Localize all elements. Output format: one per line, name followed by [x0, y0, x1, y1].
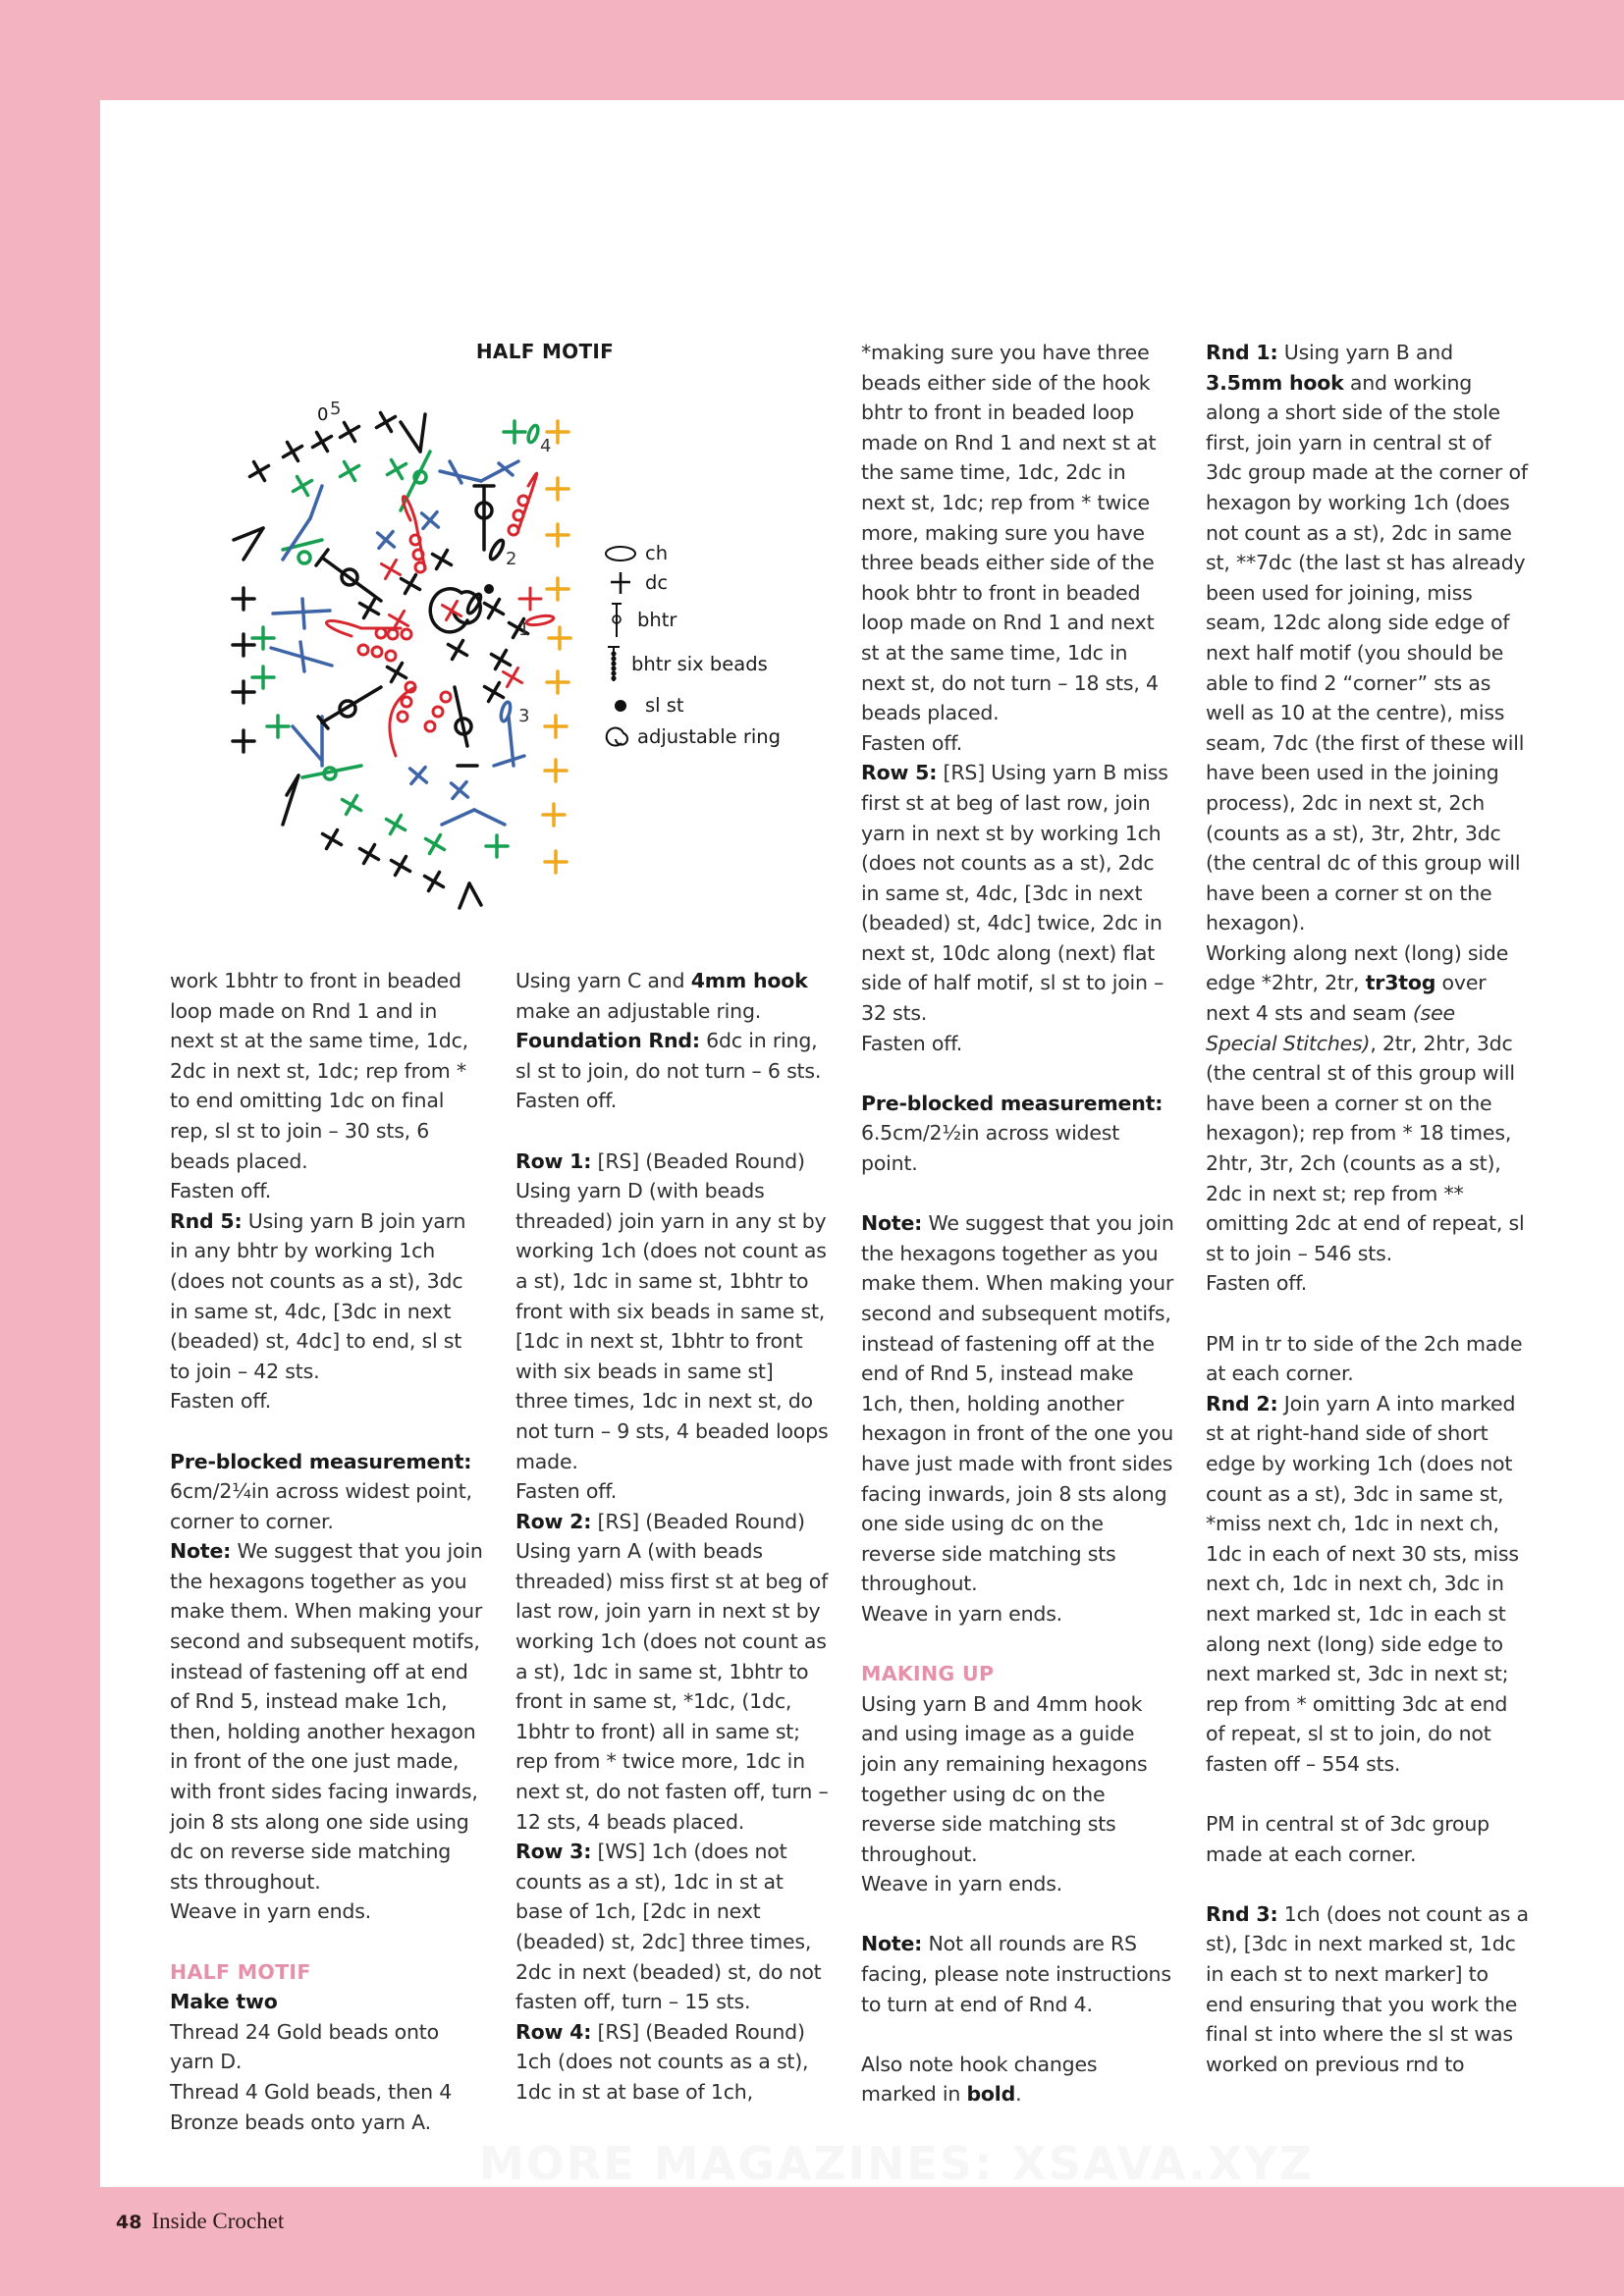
legend-label: bhtr six beads — [631, 652, 768, 675]
measurement-label: Pre-blocked measurement: — [170, 1449, 472, 1473]
cross-icon — [604, 569, 637, 595]
round-marker-4: 4 — [540, 436, 552, 456]
page-number: 48 — [116, 2212, 142, 2233]
rnd5-instruction: Rnd 5: Using yarn B join yarn in any bhtr by working 1ch (does not counts as a st), 3dc in same st, 4dc, [3dc in next (beaded) st, 4dc] to end, sl st to join – 42 sts. — [170, 1208, 466, 1383]
svg-text:0: 0 — [317, 404, 329, 425]
chain-oval-icon — [604, 542, 637, 563]
dot-icon — [604, 694, 637, 716]
measurement-label: Pre-blocked measurement: — [861, 1091, 1164, 1115]
slip-stitch-dot — [484, 584, 494, 594]
spiral-icon — [604, 723, 629, 749]
row4-continuation: *making sure you have three beads either side of the hook bhtr to front in beaded loop made on Rnd 1 and next st at the same time, 1dc, 2dc in next st, 1dc; rep from * twice more, making sure you have three beads either side of the hook bhtr to front in beaded loop made on Rnd 1 and next st at the same time, 1dc in next st, do not turn – 18 sts, 4 beads placed. — [861, 341, 1159, 725]
thread-yarn-a: Thread 4 Gold beads, then 4 Bronze beads onto yarn A. — [170, 2079, 453, 2134]
making-up-text: Using yarn B and 4mm hook and using image as a guide join any remaining hexagons together using dc on the reverse side matching sts throughout. — [861, 1691, 1148, 1866]
row4-instruction: Row 4: [RS] (Beaded Round) 1ch (does not counts as a st), 1dc in st at base of 1ch, — [515, 2019, 809, 2104]
half-motif-diagram — [224, 393, 587, 923]
edge-stitches — [543, 421, 570, 873]
fasten-off: Fasten off. — [515, 1479, 618, 1504]
fasten-off: Fasten off. — [1206, 1271, 1308, 1296]
row1-instruction: Row 1: [RS] (Beaded Round) Using yarn D (with beads threaded) join yarn in any st by working 1ch (does not count as a st), 1dc in same st, 1bhtr to front with six beads in same st, [1dc in next st, 1bhtr to front with six beads in same st] three times, 1dc in next st, do not turn – 9 sts, 4 beaded loops made. — [515, 1148, 829, 1473]
place-marker-2: PM in central st of 3dc group made at each corner. — [1206, 1812, 1489, 1866]
fasten-off: Fasten off. — [515, 1089, 618, 1113]
text-column-2 — [515, 966, 830, 2108]
legend-label: dc — [645, 570, 669, 594]
section-heading-half-motif: HALF MOTIF — [170, 1959, 311, 1984]
border-rnd3: Rnd 3: 1ch (does not count as a st), [3dc in next marked st, 1dc in each st to next marker] to end ensuring that you work the final st into where the sl st was worked on previous rnd to — [1206, 1901, 1529, 2076]
foundation-rnd: Foundation Rnd: 6dc in ring, sl st to join, do not turn – 6 sts. — [515, 1029, 822, 1083]
fasten-off: Fasten off. — [861, 1031, 963, 1055]
text-column-1 — [170, 966, 484, 2137]
round-marker-1: 1 — [518, 619, 530, 640]
section-heading-making-up: MAKING UP — [861, 1662, 995, 1686]
rnd4-stitches — [252, 421, 551, 859]
weave-in: Weave in yarn ends. — [170, 1899, 371, 1924]
chart-title: HALF MOTIF — [475, 340, 615, 363]
text-column-3 — [861, 338, 1175, 2109]
weave-in: Weave in yarn ends. — [861, 1872, 1062, 1896]
legend-label: ch — [645, 541, 669, 564]
place-marker-1: PM in tr to side of the 2ch made at each corner. — [1206, 1331, 1523, 1386]
magazine-name: Inside Crochet — [151, 2209, 285, 2233]
text-column-4 — [1206, 338, 1530, 2079]
legend-item-bhtr-beads — [604, 649, 768, 678]
legend-label: sl st — [645, 693, 684, 717]
legend-item-dc — [604, 567, 668, 597]
border-rnd1-long-edge: Working along next (long) side edge *2htr, 2tr, tr3tog over next 4 sts and seam (see Special Stitches), 2tr, 2htr, 3dc (the central st of this group will have been a corner st on the hexagon); rep from * 18 times, 2htr, 3tr, 2ch (counts as a st), 2dc in next st; rep from ** omitting 2dc at end of repeat, sl st to join – 546 sts. — [1206, 940, 1525, 1265]
watermark: MORE MAGAZINES: XSAVA.XYZ — [479, 2137, 1315, 2190]
border-rnd1: Rnd 1: Using yarn B and 3.5mm hook and working along a short side of the stole first, join yarn in central st of 3dc group made at the corner of hexagon by working 1ch (does not count as a st), 2dc in same st, **7dc (the last st has already been used for joining, miss seam, 12dc along side edge of next half motif (you should be able to find 2 “corner” sts as well as 10 at the centre), miss seam, 7dc (the first of these will have been used in the joining process), 2dc in next st, 2ch (counts as a st), 3tr, 2htr, 3dc (the central dc of this group will have been a corner st on the hexagon). — [1206, 341, 1528, 935]
round-marker-3: 3 — [518, 706, 530, 726]
measurement-text: 6cm/2¼in across widest point, corner to corner. — [170, 1479, 472, 1533]
round-marker-5: 5 — [330, 399, 342, 419]
make-two: Make two — [170, 1990, 278, 2014]
intro-instruction: Using yarn C and 4mm hook make an adjustable ring. — [515, 969, 808, 1023]
thread-yarn-d: Thread 24 Gold beads onto yarn D. — [170, 2019, 439, 2074]
bhtr-beaded-icon — [604, 644, 623, 683]
rnd4-continuation: work 1bhtr to front in beaded loop made on Rnd 1 and in next st at the same time, 1dc, 2dc in next st, 1dc; rep from * to end omitting 1dc on final rep, sl st to join – 30 sts, 6 beads placed. — [170, 969, 468, 1173]
page-footer — [116, 2209, 284, 2234]
row2-instruction: Row 2: [RS] (Beaded Round) Using yarn A (with beads threaded) miss first st at beg of last row, join yarn in next st by working 1ch (does not count as a st), 1dc in same st, 1bhtr to front in same st, *1dc, (1dc, 1bhtr to front) all in same st; rep from * twice more, 1dc in next st, do not fasten off, turn – 12 sts, 4 beads placed. — [515, 1509, 829, 1834]
bhtr-icon — [604, 600, 629, 639]
fasten-off: Fasten off. — [170, 1389, 272, 1414]
row5-instruction: Row 5: [RS] Using yarn B miss first st at beg of last row, join yarn in next st by working 1ch (does not counts as a st), 2dc in same st, 4dc, [3dc in next (beaded) st, 4dc] twice, 2dc in next st, 10dc along (next) flat side of half motif, sl st to join – 32 sts. — [861, 761, 1168, 1026]
round-marker-2: 2 — [506, 549, 517, 569]
note-paragraph: Note: We suggest that you join the hexagons together as you make them. When making your second and subsequent motifs, instead of fastening off at the end of Rnd 5, instead make 1ch, then, holding another hexagon in front of the one you have just made with front sides facing inwards, join 8 sts along one side using dc on the reverse side matching sts throughout. — [861, 1211, 1174, 1596]
border-rnd2: Rnd 2: Join yarn A into marked st at right-hand side of short edge by working 1ch (does not count as a st), 3dc in same st, *miss next ch, 1dc in next ch, 1dc in each of next 30 sts, miss next ch, 1dc in next ch, 3dc in next marked st, 1dc in each st along next (long) side edge to next marked st, 3dc in next st; rep from * omitting 3dc at end of repeat, sl st to join, do not fasten off – 554 sts. — [1206, 1391, 1519, 1776]
hook-changes-note: Also note hook changes marked in bold. — [861, 2052, 1098, 2107]
legend-item-bhtr — [604, 605, 677, 634]
row3-instruction: Row 3: [WS] 1ch (does not counts as a st), 1dc in st at base of 1ch, [2dc in next (beaded) st, 2dc] three times, 2dc in next (beaded) st, do not fasten off, turn – 15 sts. — [515, 1840, 822, 2014]
note-paragraph: Note: We suggest that you join the hexagons together as you make them. When making your second and subsequent motifs, instead of fastening off at end of Rnd 5, instead make 1ch, then, holding another hexagon in front of the one just made, with front sides facing inwards, join 8 sts along one side using dc on reverse side matching sts throughout. — [170, 1539, 483, 1894]
legend-item-adjustable-ring — [604, 721, 781, 751]
legend-item-ch — [604, 538, 668, 567]
legend-item-sl-st — [604, 690, 684, 720]
legend-label: adjustable ring — [637, 724, 782, 748]
weave-in: Weave in yarn ends. — [861, 1601, 1062, 1626]
fasten-off: Fasten off. — [861, 730, 963, 755]
rnd5-stitches — [233, 399, 481, 908]
legend-label: bhtr — [637, 608, 677, 631]
measurement-text: 6.5cm/2½in across widest point. — [861, 1121, 1120, 1176]
note-rs-facing: Note: Not all rounds are RS facing, please note instructions to turn at end of Rnd 4. — [861, 1932, 1171, 2016]
fasten-off: Fasten off. — [170, 1179, 272, 1203]
